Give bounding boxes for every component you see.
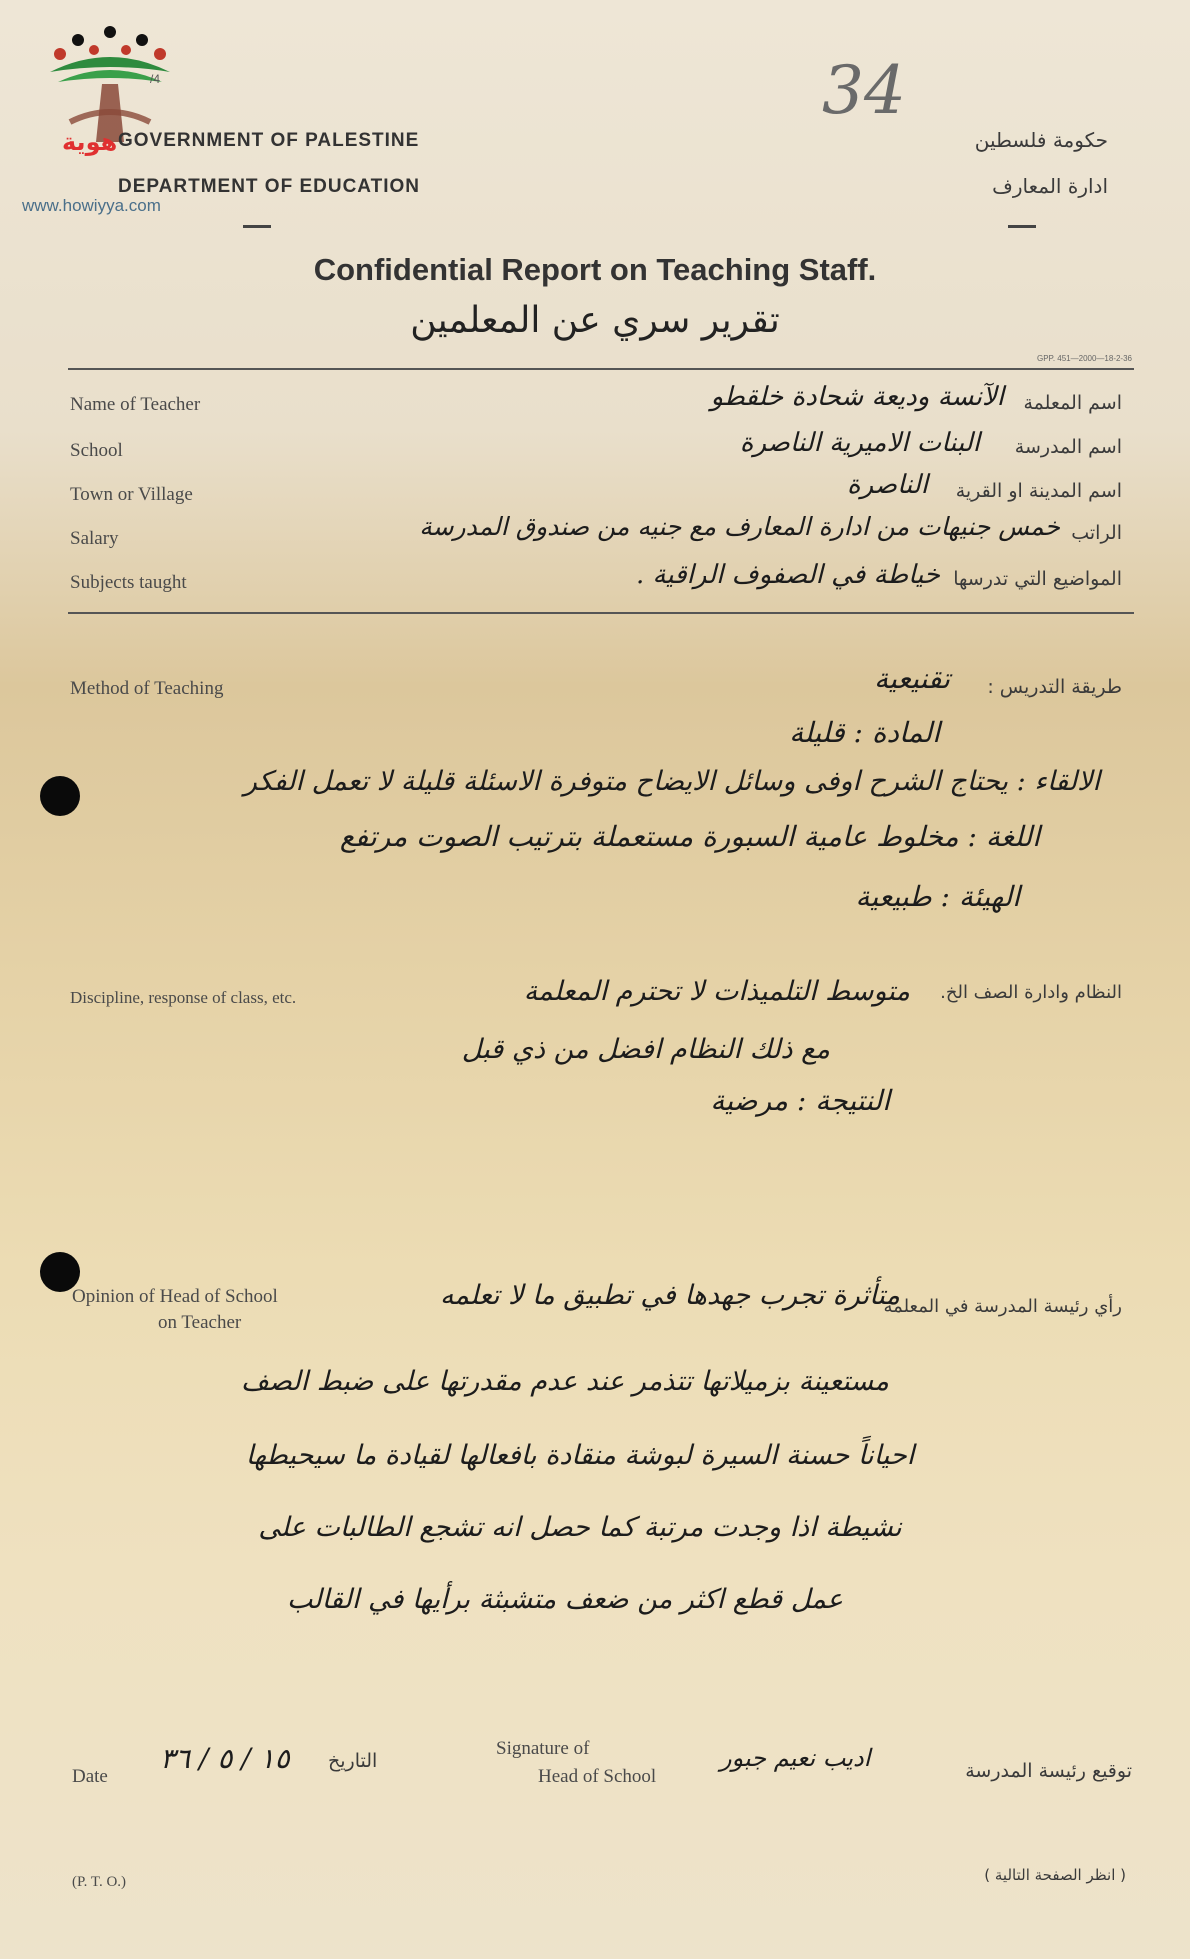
opinion-line-2: احياناً حسنة السيرة لبوشة منقادة بافعالها لقيادة ما سيحيطها <box>245 1440 915 1471</box>
field-value-salary: خمس جنيهات من ادارة المعارف مع جنيه من صندوق المدرسة <box>419 512 1060 541</box>
field-label-name: Name of Teacher <box>70 394 201 415</box>
method-line-3: اللغة : مخلوط عامية السبورة مستعملة بترتيب الصوت مرتفع <box>339 820 1040 853</box>
method-line-1: المادة : قليلة <box>789 716 940 749</box>
method-value: تقنيعية <box>874 662 950 695</box>
opinion-value: متأثرة تجرب جهدها في تطبيق ما لا تعلمه <box>439 1280 900 1311</box>
header-gov-ar: حكومة فلسطين <box>974 128 1108 152</box>
title-rule <box>68 368 1134 370</box>
page-title: Confidential Report on Teaching Staff. <box>313 252 877 287</box>
signature-label-ar: توقيع رئيسة المدرسة <box>965 1760 1132 1782</box>
discipline-label-ar: النظام وادارة الصف الخ. <box>940 982 1122 1003</box>
page-title-ar: تقرير سري عن المعلمين <box>410 300 780 341</box>
date-value: ١٥ / ٥ / ٣٦ <box>160 1742 290 1775</box>
watermark-site[interactable]: www.howiyya.com <box>22 196 161 215</box>
field-value-subjects: خياطة في الصفوف الراقية . <box>635 560 940 590</box>
date-label: Date <box>72 1766 108 1787</box>
header-gov-en: GOVERNMENT OF PALESTINE <box>118 130 420 151</box>
field-label-school: School <box>70 440 123 461</box>
page-number: 34 <box>822 52 906 129</box>
field-label-name-ar: اسم المعلمة <box>1023 392 1122 414</box>
pto-ar: ( انظر الصفحة التالية ) <box>984 1866 1126 1884</box>
header-dash-right <box>1008 225 1036 228</box>
field-label-town-ar: اسم المدينة او القرية <box>955 480 1122 502</box>
date-label-ar: التاريخ <box>328 1750 378 1772</box>
header-dept-en: DEPARTMENT OF EDUCATION <box>118 176 421 197</box>
field-value-town: الناصرة <box>847 470 928 500</box>
header-dash-left <box>243 225 271 228</box>
field-label-salary: Salary <box>70 528 119 549</box>
opinion-label-2: on Teacher <box>158 1312 242 1333</box>
field-label-salary-ar: الراتب <box>1071 522 1122 544</box>
fields-rule <box>68 612 1134 614</box>
field-label-town: Town or Village <box>70 484 193 505</box>
signature-value: اديب نعيم جبور <box>720 1744 871 1772</box>
field-label-school-ar: اسم المدرسة <box>1014 436 1122 458</box>
discipline-value: متوسط التلميذات لا تحترم المعلمة <box>523 976 910 1007</box>
corner-code: /4 <box>150 72 161 86</box>
opinion-line-3: نشيطة اذا وجدت مرتبة كما حصل انه تشجع الطالبات على <box>258 1512 902 1543</box>
pto-en: (P. T. O.) <box>72 1874 127 1890</box>
opinion-line-1: مستعينة بزميلاتها تتذمر عند عدم مقدرتها على ضبط الصف <box>241 1366 889 1397</box>
discipline-label: Discipline, response of class, etc. <box>70 988 297 1007</box>
print-ref: GPP. 451—2000—18-2-36 <box>1036 354 1132 363</box>
field-value-school: البنات الاميرية الناصرة <box>739 428 980 458</box>
signature-label-1: Signature of <box>496 1738 590 1759</box>
method-label-ar: طريقة التدريس : <box>987 676 1122 698</box>
opinion-line-4: عمل قطع اكثر من ضعف متشبثة برأيها في القالب <box>287 1584 843 1615</box>
discipline-line-2: النتيجة : مرضية <box>710 1084 890 1117</box>
opinion-label-ar: رأي رئيسة المدرسة في المعلمة <box>883 1296 1122 1317</box>
field-label-subjects: Subjects taught <box>70 572 187 593</box>
discipline-line-1: مع ذلك النظام افضل من ذي قبل <box>461 1034 830 1065</box>
field-label-subjects-ar: المواضيع التي تدرسها <box>953 568 1122 590</box>
method-label: Method of Teaching <box>70 678 224 699</box>
method-line-2: الالقاء : يحتاج الشرح اوفى وسائل الايضاح متوفرة الاسئلة قليلة لا تعمل الفكر <box>243 766 1100 797</box>
header-dept-ar: ادارة المعارف <box>992 174 1108 198</box>
field-value-name: الآنسة وديعة شحادة خلقطو <box>710 382 1004 412</box>
signature-label-2: Head of School <box>538 1766 657 1787</box>
punch-hole-top <box>40 776 80 816</box>
opinion-label-1: Opinion of Head of School <box>72 1286 278 1307</box>
logo-text: هوية <box>62 128 118 156</box>
method-line-4: الهيئة : طبيعية <box>855 880 1020 913</box>
